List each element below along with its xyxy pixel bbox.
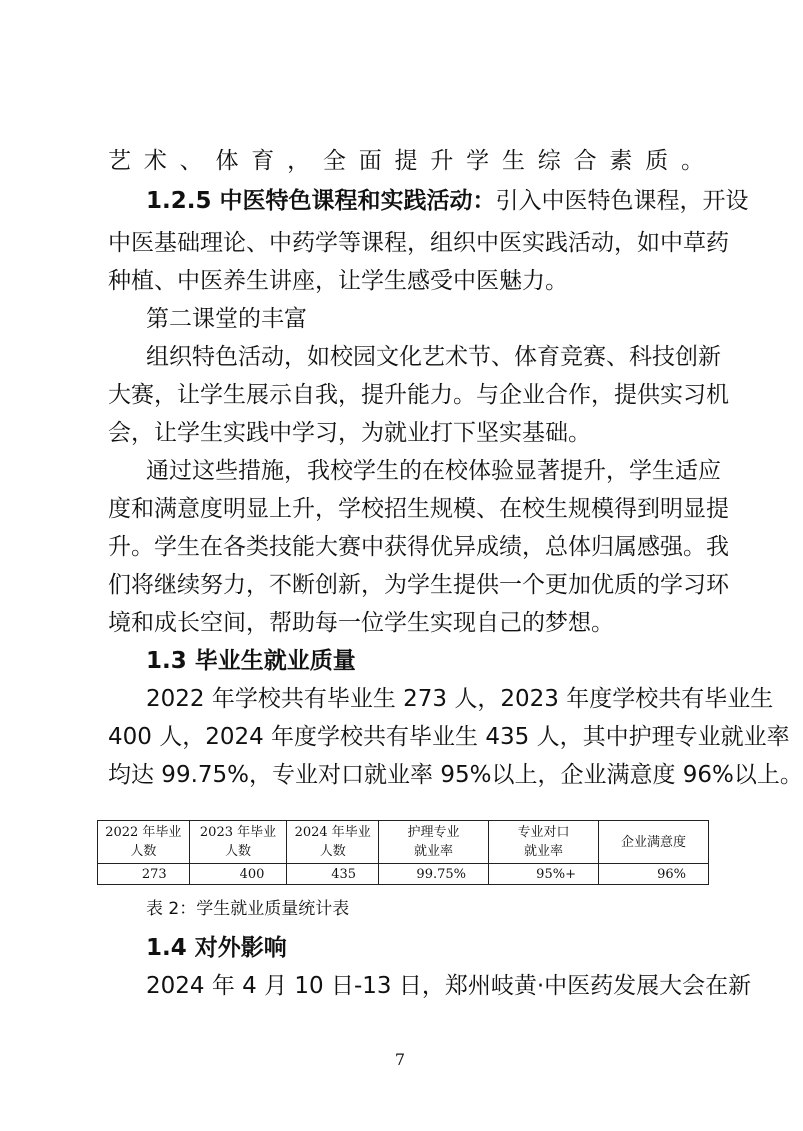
subsection-title: 第二课堂的丰富 xyxy=(146,306,307,332)
table-cell: 95%+ xyxy=(489,864,599,885)
employment-stats-table xyxy=(97,820,709,885)
table-header-row xyxy=(98,821,709,864)
table-cell: 435 xyxy=(287,864,379,885)
section-heading: 1.2.5 中医特色课程和实践活动： xyxy=(146,188,496,214)
table-row xyxy=(98,864,709,885)
table-caption: 表 2：学生就业质量统计表 xyxy=(146,899,350,919)
paragraph-line: 中医基础理论、中药学等课程，组织中医实践活动，如中草药 xyxy=(108,230,729,256)
section-heading-1-4: 1.4 对外影响 xyxy=(146,935,287,961)
section-text: 引入中医特色课程，开设 xyxy=(495,188,749,214)
table-header-cell: 2024 年毕业 人数 xyxy=(287,821,379,864)
paragraph-line: 升。学生在各类技能大赛中获得优异成绩，总体归属感强。我 xyxy=(108,534,729,560)
paragraph-line: 们将继续努力，不断创新，为学生提供一个更加优质的学习环 xyxy=(108,572,729,598)
section-heading-1-3: 1.3 毕业生就业质量 xyxy=(146,648,356,674)
table-header-cell: 2022 年毕业 人数 xyxy=(98,821,190,864)
table-header-cell: 2023 年毕业 人数 xyxy=(189,821,287,864)
paragraph-line: 艺术、体育，全面提升学生综合素质。 xyxy=(108,148,704,174)
paragraph-line: 种植、中医养生讲座，让学生感受中医魅力。 xyxy=(108,268,568,294)
table-header-cell: 护理专业 就业率 xyxy=(379,821,489,864)
paragraph-line: 会，让学生实践中学习，为就业打下坚实基础。 xyxy=(108,420,591,446)
table-cell: 273 xyxy=(98,864,190,885)
paragraph-line: 2022 年学校共有毕业生 273 人，2023 年度学校共有毕业生 xyxy=(146,686,774,712)
section-1-2-5-line xyxy=(146,188,749,214)
table-cell: 400 xyxy=(189,864,287,885)
paragraph-line: 组织特色活动，如校园文化艺术节、体育竞赛、科技创新 xyxy=(146,344,721,370)
table-header-cell: 专业对口 就业率 xyxy=(489,821,599,864)
paragraph-line: 2024 年 4 月 10 日-13 日，郑州岐黄·中医药发展大会在新 xyxy=(146,973,752,999)
page-number: 7 xyxy=(394,1050,406,1069)
paragraph-line: 400 人，2024 年度学校共有毕业生 435 人，其中护理专业就业率 xyxy=(108,724,790,750)
paragraph-line: 境和成长空间，帮助每一位学生实现自己的梦想。 xyxy=(108,610,614,636)
table-cell: 99.75% xyxy=(379,864,489,885)
table-cell: 96% xyxy=(598,864,708,885)
paragraph-line: 均达 99.75%，专业对口就业率 95%以上，企业满意度 96%以上。 xyxy=(108,762,803,788)
paragraph-line: 度和满意度明显上升，学校招生规模、在校生规模得到明显提 xyxy=(108,496,729,522)
paragraph-line: 通过这些措施，我校学生的在校体验显著提升，学生适应 xyxy=(146,458,721,484)
paragraph-line: 大赛，让学生展示自我，提升能力。与企业合作，提供实习机 xyxy=(108,382,729,408)
table-header-cell: 企业满意度 xyxy=(598,821,708,864)
